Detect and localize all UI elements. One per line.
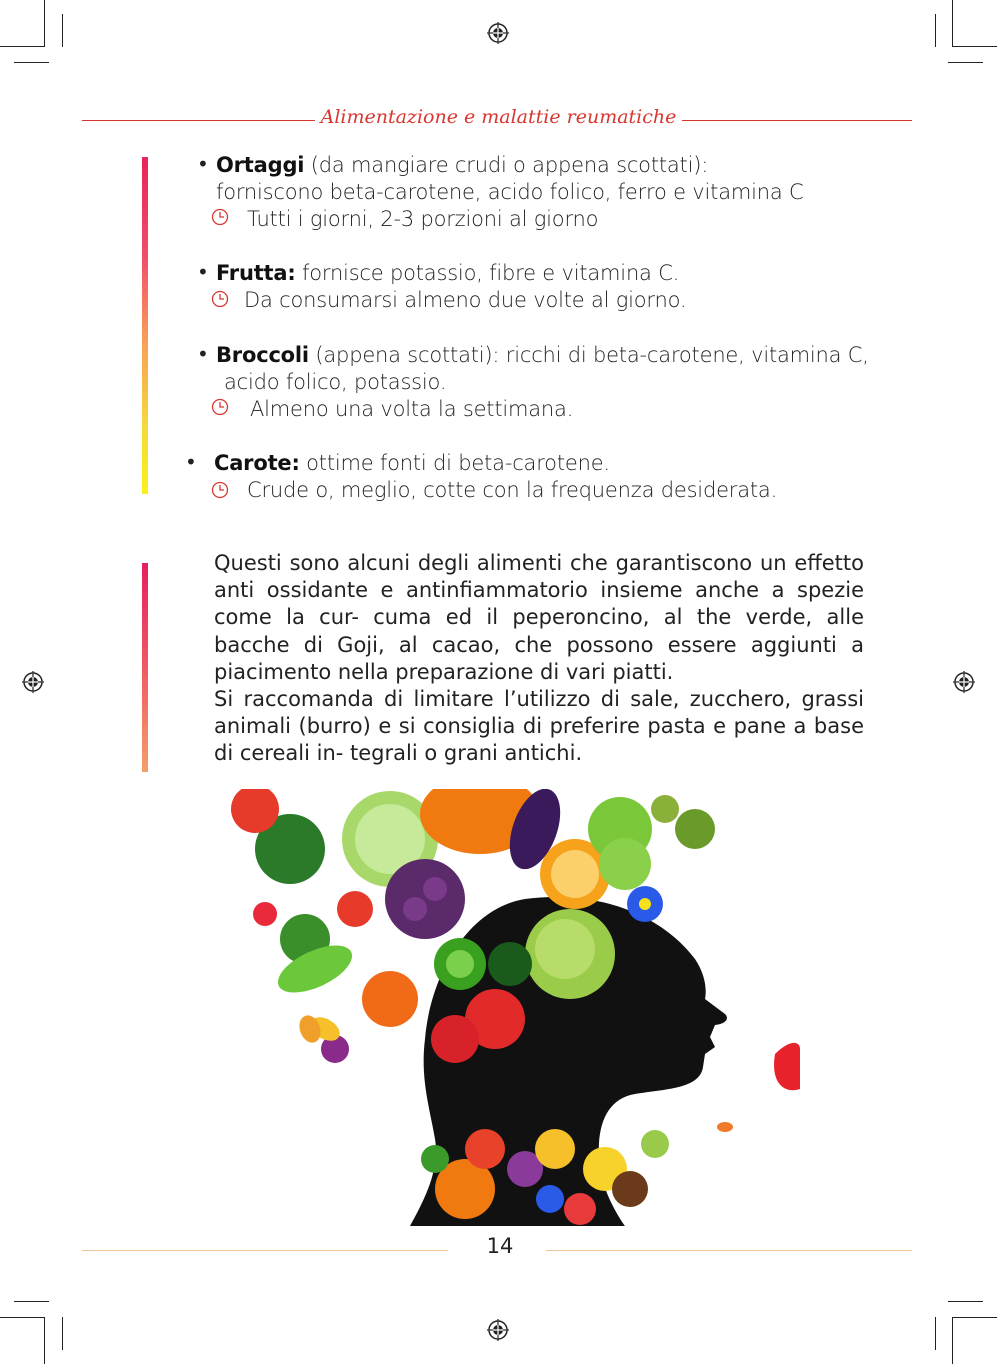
- crop-mark: [44, 0, 45, 47]
- running-header-text: Alimentazione e malattie reumatiche: [315, 106, 683, 128]
- item-broccoli-frequency: Almeno una volta la settimana.: [250, 397, 574, 421]
- crop-mark: [14, 1301, 49, 1302]
- bullet-icon: •: [197, 342, 209, 366]
- registration-mark-icon: [953, 671, 975, 693]
- crop-mark: [44, 1317, 45, 1364]
- accent-bar: [142, 563, 148, 772]
- item-ortaggi-frequency: Tutti i giorni, 2-3 porzioni al giorno: [247, 207, 599, 231]
- item-ortaggi-detail: forniscono beta-carotene, acido folico, ferro e vitamina C: [216, 180, 804, 204]
- clock-icon: [211, 208, 229, 226]
- body-paragraph: [214, 550, 864, 768]
- item-broccoli-detail: acido folico, potassio.: [224, 370, 447, 394]
- clock-icon: [211, 290, 229, 308]
- crop-mark: [62, 1317, 63, 1350]
- woman-fruit-hair-illustration: [225, 789, 800, 1226]
- registration-mark-icon: [487, 1319, 509, 1341]
- bullet-icon: •: [197, 260, 209, 284]
- item-ortaggi-title: Ortaggi (da mangiare crudi o appena scottati):: [216, 153, 709, 177]
- crop-mark: [0, 1317, 45, 1318]
- clock-icon: [211, 398, 229, 416]
- crop-mark: [62, 14, 63, 47]
- running-header: [0, 106, 997, 128]
- item-carote-title: Carote: ottime fonti di beta-carotene.: [214, 451, 610, 475]
- bullet-icon: •: [185, 450, 197, 474]
- crop-mark: [952, 46, 997, 47]
- item-broccoli-title: Broccoli (appena scottati): ricchi di beta-carotene, vitamina C,: [216, 343, 869, 367]
- crop-mark: [948, 1301, 983, 1302]
- crop-mark: [935, 1317, 936, 1350]
- registration-mark-icon: [22, 671, 44, 693]
- page-number: 14: [486, 1234, 514, 1258]
- crop-mark: [14, 62, 49, 63]
- footer-rule-left: [82, 1250, 448, 1251]
- clock-icon: [211, 481, 229, 499]
- item-frutta-title: Frutta: fornisce potassio, fibre e vitamina C.: [216, 261, 680, 285]
- bullet-icon: •: [197, 152, 209, 176]
- item-carote-frequency: Crude o, meglio, cotte con la frequenza desiderata.: [247, 478, 778, 502]
- crop-mark: [935, 14, 936, 47]
- paragraph-text: Si raccomanda di limitare l’utilizzo di sale, zucchero, grassi animali (burro) e si consiglia di preferire pasta e pane a base di cereali in- tegrali o grani antichi.: [214, 687, 864, 766]
- item-frutta-frequency: Da consumarsi almeno due volte al giorno.: [244, 288, 687, 312]
- crop-mark: [948, 62, 983, 63]
- footer-rule-right: [546, 1250, 912, 1251]
- crop-mark: [952, 1317, 953, 1364]
- accent-bar: [142, 157, 148, 494]
- paragraph-text: Questi sono alcuni degli alimenti che garantiscono un effetto anti ossidante e antinfiammatorio insieme anche a spezie come la cur- cuma ed il peperoncino, al the verde, alle bacche di Goji, al cacao, che possono essere aggiunti a piacimento nella preparazione di vari piatti.: [214, 551, 864, 684]
- crop-mark: [952, 1317, 997, 1318]
- registration-mark-icon: [487, 22, 509, 44]
- crop-mark: [952, 0, 953, 47]
- crop-mark: [0, 46, 45, 47]
